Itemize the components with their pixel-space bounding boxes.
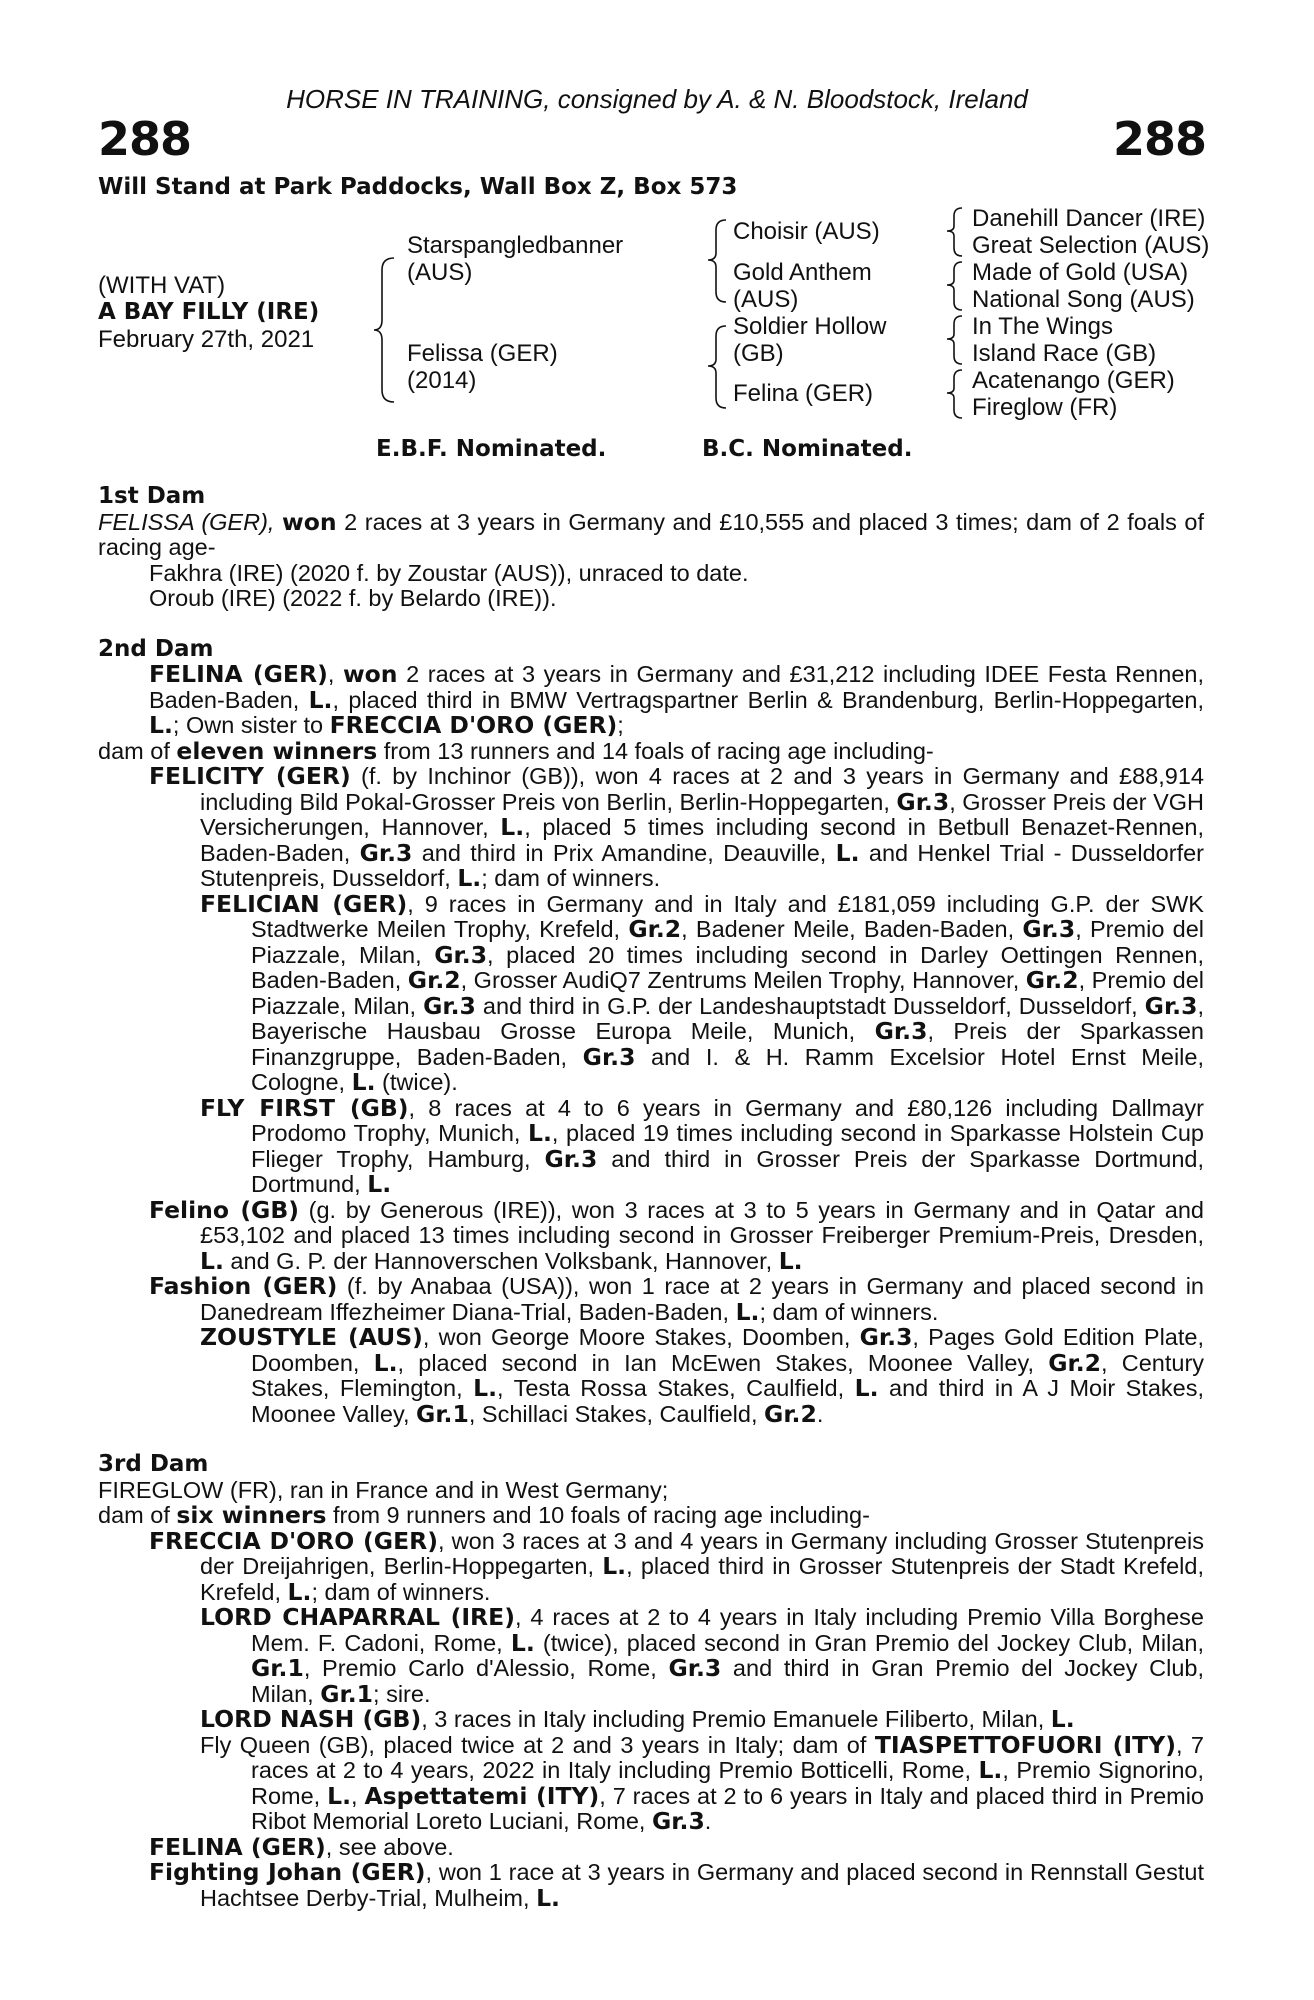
produce-felician: FELICIAN (GER), 9 races in Germany and in Italy and £181,059 including G.P. der SWK Stadtwerke Meilen Trophy, Krefeld, Gr.2, Badener Meile, Baden-Baden, Gr.3, Premio del Piazzale, Milan, Gr.3, placed 20 times including second in Darley Oettingen Rennen, Baden-Baden, Gr.2, Grosser AudiQ7 Zentrums Meilen Trophy, Hannover, Gr.2, Premio del Piazzale, Milan, Gr.3 and third in G.P. der Landeshauptstadt Dusseldorf, Dusseldorf, Gr.3, Bayerische Hausbau Grosse Europa Meile, Munich, Gr.3, Preis der Sparkassen Finanzgruppe, Baden-Baden, Gr.3 and I. & H. Ramm Excelsior Hotel Ernst Meile, Cologne, L. (twice). — [200, 889, 1204, 1096]
produce-lord-nash: LORD NASH (GB), 3 races in Italy including Premio Emanuele Filiberto, Milan, L. — [200, 1705, 1075, 1733]
vat-note: (WITH VAT) — [98, 272, 226, 299]
ggp-great-selection: Great Selection (AUS) — [972, 232, 1210, 259]
ggp-fireglow: Fireglow (FR) — [972, 394, 1118, 421]
sire-name: Starspangledbanner (AUS) — [407, 232, 624, 286]
dam-name: Felissa (GER) (2014) — [407, 340, 558, 394]
catalogue-header: HORSE IN TRAINING, consigned by A. & N. Bloodstock, Ireland — [286, 84, 1028, 114]
ebf-nomination: E.B.F. Nominated. — [376, 436, 607, 462]
foaling-date: February 27th, 2021 — [98, 326, 315, 353]
produce-fly-first: FLY FIRST (GB), 8 races at 4 to 6 years in Germany and £80,126 including Dallmayr Prodomo Trophy, Munich, L., placed 19 times including second in Sparkasse Holstein Cup Flieger Trophy, Hamburg, Gr.3 and third in Grosser Preis der Sparkasse Dortmund, Dortmund, L. — [200, 1093, 1204, 1198]
dam-sire-name: Soldier Hollow (GB) — [733, 313, 887, 367]
produce-fashion: Fashion (GER) (f. by Anabaa (USA)), won 1 race at 2 years in Germany and placed second in Danedream Iffezheimer Diana-Trial, Baden-Baden, L.; dam of winners. — [149, 1272, 1204, 1326]
second-dam-heading: 2nd Dam — [98, 635, 214, 662]
third-dam-produce-summary: dam of six winners from 9 runners and 10 foals of racing age including- — [98, 1501, 870, 1529]
foal-entry: Fakhra (IRE) (2020 f. by Zoustar (AUS)), unraced to date. — [149, 559, 749, 586]
bc-nomination: B.C. Nominated. — [702, 436, 913, 462]
produce-freccia-doro: FRECCIA D'ORO (GER), won 3 races at 3 and 4 years in Germany including Grosser Stutenpreis der Dreijahrigen, Berlin-Hoppegarten, L., placed third in Grosser Stutenpreis der Stadt Krefeld, Krefeld, L.; dam of winners. — [149, 1526, 1204, 1606]
pedigree-bracket-dam — [706, 322, 734, 412]
catalogue-body — [98, 484, 1204, 1911]
produce-fly-queen: Fly Queen (GB), placed twice at 2 and 3 years in Italy; dam of TIASPETTOFUORI (ITY), 7 races at 2 to 4 years, 2022 in Italy including Premio Botticelli, Rome, L., Premio Signorino, Rome, L., Aspettatemi (ITY), 7 races at 2 to 6 years in Italy and placed third in Premio Ribot Memorial Loreto Luciani, Rome, Gr.3. — [200, 1730, 1204, 1835]
pedigree-bracket-g3-1 — [944, 205, 968, 261]
lot-number-right: 288 — [1112, 112, 1206, 166]
pedigree-bracket-g3-2 — [944, 259, 968, 315]
pedigree-bracket-g3-4 — [944, 367, 968, 423]
sire-sire-name: Choisir (AUS) — [733, 218, 880, 245]
pedigree-bracket-g3-3 — [944, 313, 968, 369]
pedigree-bracket-sire — [706, 216, 734, 306]
third-dam-heading: 3rd Dam — [98, 1451, 209, 1477]
second-dam-produce-summary: dam of eleven winners from 13 runners and 14 foals of racing age including- — [98, 736, 934, 765]
produce-felina: FELINA (GER), see above. — [149, 1832, 454, 1861]
ggp-island-race: Island Race (GB) — [972, 340, 1157, 367]
pedigree-bracket-main — [372, 250, 402, 410]
ggp-national-song: National Song (AUS) — [972, 286, 1195, 313]
first-dam-summary: FELISSA (GER), won 2 races at 3 years in Germany and £10,555 and placed 3 times; dam of 2 foals of racing age- — [98, 507, 1204, 560]
produce-zoustyle: ZOUSTYLE (AUS), won George Moore Stakes, Doomben, Gr.3, Pages Gold Edition Plate, Doomben, L., placed second in Ian McEwen Stakes, Moonee Valley, Gr.2, Century Stakes, Flemington, L., Testa Rossa Stakes, Caulfield, L. and third in A J Moir Stakes, Moonee Valley, Gr.1, Schillaci Stakes, Caulfield, Gr.2. — [200, 1323, 1205, 1428]
ggp-made-of-gold: Made of Gold (USA) — [972, 259, 1189, 286]
foal-entry: Oroub (IRE) (2022 f. by Belardo (IRE)). — [149, 585, 557, 611]
second-dam-summary: FELINA (GER), won 2 races at 3 years in Germany and £31,212 including IDEE Festa Rennen, Baden-Baden, L., placed third in BMW Vertragspartner Berlin & Brandenburg, Berlin-Hoppegarten, L.; Own sister to FRECCIA D'ORO (GER); — [149, 660, 1204, 739]
produce-lord-chaparral: LORD CHAPARRAL (IRE), 4 races at 2 to 4 years in Italy including Premio Villa Borghese Mem. F. Cadoni, Rome, L. (twice), placed second in Gran Premio del Jockey Club, Milan, Gr.1, Premio Carlo d'Alessio, Rome, Gr.3 and third in Gran Premio del Jockey Club, Milan, Gr.1; sire. — [200, 1603, 1204, 1708]
first-dam-heading: 1st Dam — [98, 483, 206, 509]
ggp-acatenango: Acatenango (GER) — [972, 367, 1175, 394]
produce-felicity: FELICITY (GER) (f. by Inchinor (GB)), won 4 races at 2 and 3 years in Germany and £88,914 including Bild Pokal-Grosser Preis von Berlin, Berlin-Hoppegarten, Gr.3, Grosser Preis der VGH Versicherungen, Hannover, L., placed 5 times including second in Betbull Benazet-Rennen, Baden-Baden, Gr.3 and third in Prix Amandine, Deauville, L. and Henkel Trial - Dusseldorfer Stutenpreis, Dusseldorf, L.; dam of winners. — [149, 762, 1204, 892]
ggp-in-the-wings: In The Wings — [972, 313, 1113, 340]
lot-number-left: 288 — [98, 112, 192, 166]
stand-location: Will Stand at Park Paddocks, Wall Box Z, Box 573 — [98, 174, 738, 200]
third-dam-summary: FIREGLOW (FR), ran in France and in West Germany; — [98, 1476, 669, 1503]
horse-name: A BAY FILLY (IRE) — [98, 299, 320, 325]
produce-fighting-johan: Fighting Johan (GER), won 1 race at 3 years in Germany and placed second in Rennstall Gestut Hachtsee Derby-Trial, Mulheim, L. — [149, 1858, 1204, 1912]
produce-felino: Felino (GB) (g. by Generous (IRE)), won 3 races at 3 to 5 years in Germany and in Qatar and £53,102 and placed 13 times including second in Grosser Freiberger Premium-Preis, Dresden, L. and G. P. der Hannoverschen Volksbank, Hannover, L. — [149, 1195, 1204, 1275]
ggp-danehill-dancer: Danehill Dancer (IRE) — [972, 205, 1206, 232]
dam-dam-name: Felina (GER) — [733, 380, 874, 407]
sire-dam-name: Gold Anthem (AUS) — [733, 259, 872, 313]
